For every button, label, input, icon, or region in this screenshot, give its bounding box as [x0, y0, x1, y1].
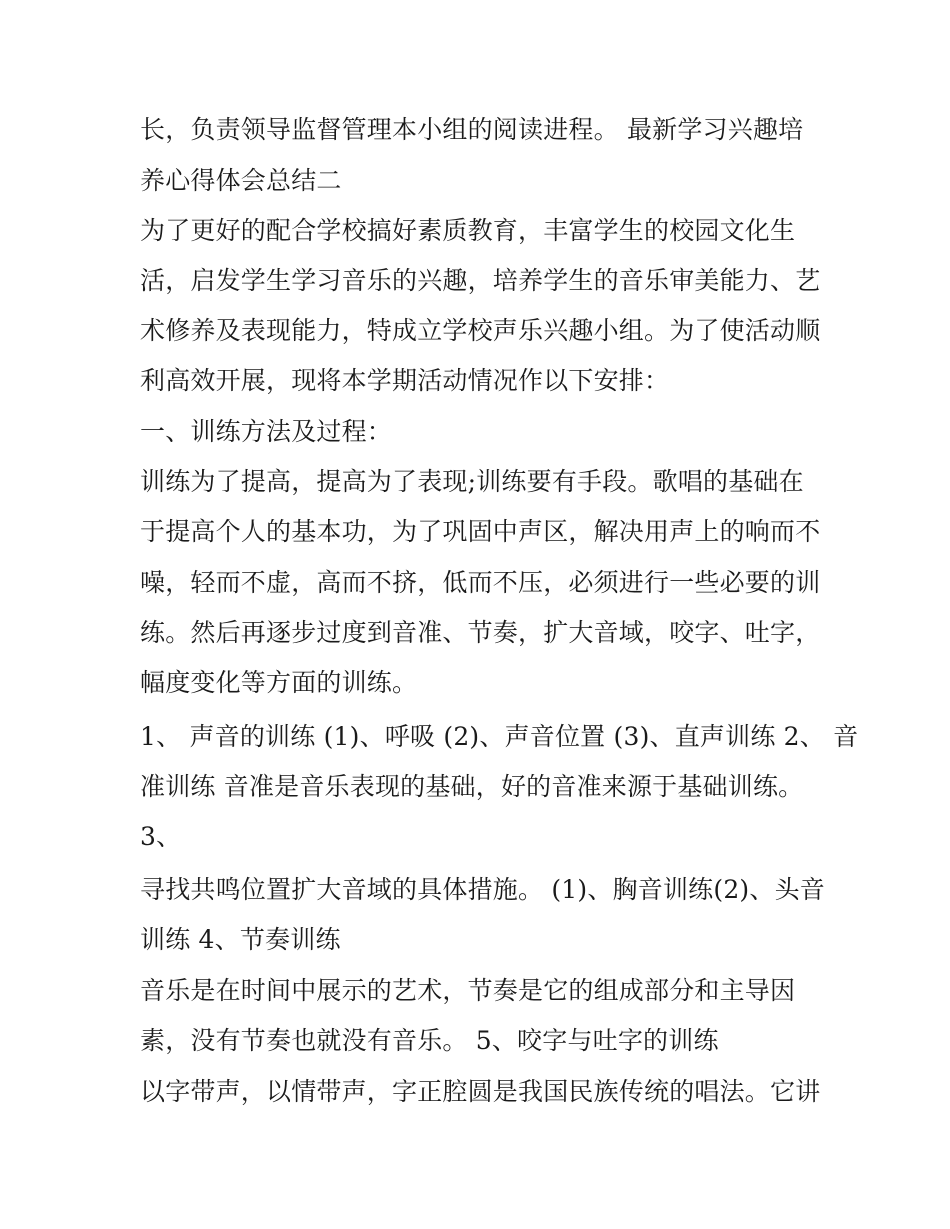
text-line: 为了更好的配合学校搞好素质教育，丰富学生的校园文化生 [140, 216, 796, 245]
text-line: 养心得体会总结二 [140, 166, 342, 195]
text-line: 训练为了提高，提高为了表现;训练要有手段。歌唱的基础在 [140, 467, 804, 496]
text-line: 以字带声，以情带声，字正腔圆是我国民族传统的唱法。它讲 [140, 1077, 821, 1106]
text-line: 练。然后再逐步过度到音准、节奏，扩大音域，咬字、吐字， [140, 618, 821, 647]
text-line: 活，启发学生学习音乐的兴趣，培养学生的音乐审美能力、艺 [140, 266, 821, 295]
text-line: 利高效开展，现将本学期活动情况作以下安排： [140, 366, 670, 395]
text-line: 3、 [140, 822, 182, 851]
text-line: 术修养及表现能力，特成立学校声乐兴趣小组。为了使活动顺 [140, 316, 821, 345]
text-line: 于提高个人的基本功，为了巩固中声区，解决用声上的响而不 [140, 517, 821, 546]
text-line: 准训练 音准是音乐表现的基础，好的音准来源于基础训练。 [140, 772, 804, 801]
text-line: 音乐是在时间中展示的艺术，节奏是它的组成部分和主导因 [140, 976, 796, 1005]
text-line: 噪，轻而不虚，高而不挤，低而不压，必须进行一些必要的训 [140, 568, 821, 597]
text-line: 素，没有节奏也就没有音乐。 5、咬字与吐字的训练 [140, 1026, 719, 1055]
text-line: 幅度变化等方面的训练。 [140, 668, 418, 697]
text-line: 长，负责领导监督管理本小组的阅读进程。 最新学习兴趣培 [140, 115, 804, 144]
section-heading: 一、训练方法及过程： [140, 417, 393, 446]
text-line: 训练 4、节奏训练 [140, 925, 341, 954]
text-line: 寻找共鸣位置扩大音域的具体措施。 (1)、胸音训练(2)、头音 [140, 875, 825, 904]
text-line: 1、 声音的训练 (1)、呼吸 (2)、声音位置 (3)、直声训练 2、 音 [140, 722, 859, 751]
